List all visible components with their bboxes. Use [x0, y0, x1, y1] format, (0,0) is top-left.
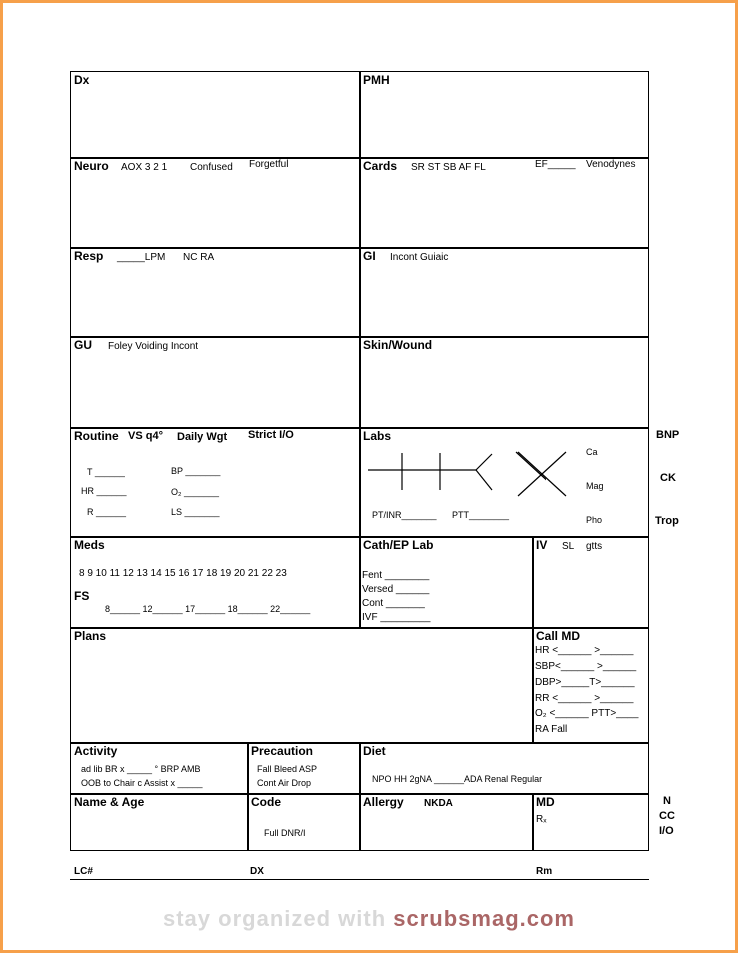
plans-box [70, 627, 534, 744]
precaution-label: Precaution [251, 744, 314, 758]
gi-label: GI [363, 249, 376, 263]
cath-cont: Cont _______ [362, 598, 425, 609]
lab-cross-diagram [516, 450, 570, 498]
callmd-dbp: DBP>_____T>______ [535, 677, 635, 688]
activity-line1: ad lib BR x _____ ° BRP AMB [81, 764, 201, 774]
gu-opts: Foley Voiding Incont [108, 341, 199, 352]
routine-t: T ______ [87, 467, 125, 477]
activity-label: Activity [74, 744, 118, 758]
watermark-brand: scrubsmag.com [393, 906, 575, 931]
side-bnp: BNP [656, 429, 680, 441]
callmd-rr: RR <______ >______ [535, 693, 634, 704]
watermark-prefix: stay organized with [163, 906, 394, 931]
routine-io: Strict I/O [248, 429, 294, 441]
labs-label: Labs [363, 429, 392, 443]
cath-label: Cath/EP Lab [363, 538, 434, 552]
precaution-box [247, 742, 361, 795]
code-opts: Full DNR/I [264, 828, 306, 838]
callmd-label: Call MD [536, 629, 581, 643]
diet-label: Diet [363, 744, 386, 758]
gu-box [70, 336, 361, 429]
routine-label: Routine [74, 429, 119, 443]
watermark [0, 906, 738, 932]
neuro-box [70, 157, 361, 249]
diet-line1: NPO HH 2gNA ______ADA Renal Regular [372, 774, 543, 784]
footer-line [70, 879, 649, 880]
iv-label: IV [536, 538, 548, 552]
neuro-confused: Confused [190, 162, 233, 173]
name-label: Name & Age [74, 795, 145, 809]
neuro-aox: AOX 3 2 1 [121, 162, 168, 173]
labs-mag: Mag [586, 481, 604, 491]
routine-bp: BP _______ [171, 466, 221, 476]
gi-box [359, 247, 649, 338]
fs-label: FS [74, 589, 90, 603]
footer-lc: LC# [74, 866, 93, 877]
side-trop: Trop [655, 515, 679, 527]
code-box [247, 793, 361, 851]
diet-box [359, 742, 649, 795]
activity-box [70, 742, 249, 795]
routine-box [70, 427, 361, 538]
activity-line2: OOB to Chair c Assist x _____ [81, 778, 203, 788]
labs-ca: Ca [586, 447, 598, 457]
plans-label: Plans [74, 629, 107, 643]
footer-rm: Rm [536, 866, 553, 877]
dx-label: Dx [74, 73, 90, 87]
md-rx: Rₓ [536, 814, 547, 825]
meds-hours: 8 9 10 11 12 13 14 15 16 17 18 19 20 21 22 23 [79, 568, 287, 579]
callmd-o2: O₂ <______ PTT>____ [535, 708, 639, 719]
gi-opts: Incont Guiaic [390, 252, 449, 263]
footer-dx: DX [250, 866, 264, 877]
resp-opts: NC RA [183, 252, 215, 263]
cards-ef: EF_____ [535, 159, 576, 170]
fs-times: 8______ 12______ 17______ 18______ 22______ [105, 604, 311, 614]
callmd-ra: RA Fall [535, 724, 568, 735]
pmh-box [359, 71, 649, 159]
side-ck: CK [660, 472, 676, 484]
resp-lpm: _____LPM [117, 252, 166, 263]
resp-box [70, 247, 361, 338]
precaution-line1: Fall Bleed ASP [257, 764, 318, 774]
meds-label: Meds [74, 538, 105, 552]
cath-versed: Versed ______ [362, 584, 430, 595]
routine-r: R ______ [87, 507, 127, 517]
gu-label: GU [74, 338, 92, 352]
neuro-label: Neuro [74, 159, 109, 173]
meds-box [70, 536, 361, 629]
routine-hr: HR ______ [81, 486, 127, 496]
neuro-forgetful: Forgetful [249, 159, 289, 170]
routine-wgt: Daily Wgt [177, 431, 228, 443]
routine-ls: LS _______ [171, 507, 220, 517]
routine-vs: VS q4° [128, 430, 163, 442]
pmh-label: PMH [363, 73, 390, 87]
allergy-label: Allergy [363, 795, 404, 809]
resp-label: Resp [74, 249, 104, 263]
iv-gtts: gtts [586, 541, 603, 552]
labs-pho: Pho [586, 515, 603, 525]
callmd-box [532, 627, 649, 744]
cards-rhythm: SR ST SB AF FL [411, 162, 486, 173]
side-n: N [663, 795, 671, 807]
side-cc: CC [659, 810, 675, 822]
md-box [532, 793, 649, 851]
name-box [70, 793, 249, 851]
code-label: Code [251, 795, 281, 809]
cath-box [359, 536, 534, 629]
cards-box [359, 157, 649, 249]
labs-box [359, 427, 649, 538]
allergy-nkda: NKDA [424, 798, 453, 809]
iv-box [532, 536, 649, 629]
side-io: I/O [659, 825, 674, 837]
callmd-sbp: SBP<______ >______ [535, 661, 637, 672]
cath-ivf: IVF _________ [362, 612, 431, 623]
cath-fent: Fent ________ [362, 570, 430, 581]
dx-box [70, 71, 361, 159]
md-label: MD [536, 795, 555, 809]
routine-o2: O₂ _______ [171, 487, 220, 497]
iv-sl: SL [562, 541, 575, 552]
cards-venodynes: Venodynes [586, 159, 636, 170]
precaution-line2: Cont Air Drop [257, 778, 312, 788]
labs-ptinr: PT/INR_______ [372, 510, 437, 520]
cards-label: Cards [363, 159, 398, 173]
skin-label: Skin/Wound [363, 338, 433, 352]
allergy-box [359, 793, 534, 851]
skin-box [359, 336, 649, 429]
labs-ptt: PTT________ [452, 510, 510, 520]
callmd-hr: HR <______ >______ [535, 645, 634, 656]
